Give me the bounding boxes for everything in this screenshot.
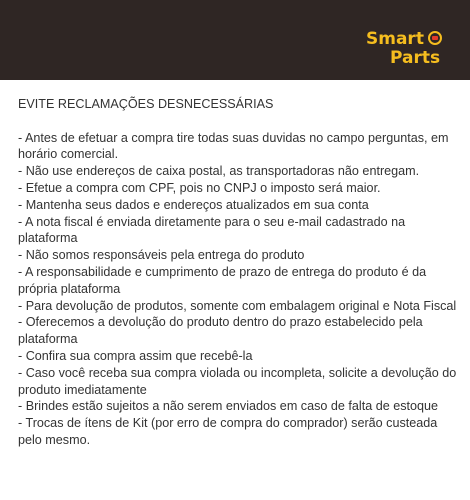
notice-item: - Não somos responsáveis pela entrega do produto (18, 248, 305, 263)
notice-item: - Brindes estão sujeitos a não serem enviados em caso de falta de estoque (18, 399, 439, 414)
notice-item: - Confira sua compra assim que recebê-la (18, 348, 253, 363)
notice-content (18, 96, 458, 449)
notice-item: - Trocas de ítens de Kit (por erro de compra do comprador) serão custeada pelo mesmo. (18, 416, 438, 447)
notice-list (18, 130, 458, 449)
notice-item: - Não use endereços de caixa postal, as transportadoras não entregam. (18, 164, 420, 179)
notice-item: - A nota fiscal é enviada diretamente para o seu e-mail cadastrado na plataforma (18, 214, 406, 246)
logo-text-parts: Parts (390, 48, 441, 68)
header-banner (0, 0, 470, 80)
notice-item: - Efetue a compra com CPF, pois no CNPJ o imposto será maior. (18, 180, 381, 195)
notice-item: - Mantenha seus dados e endereços atualizados em sua conta (18, 197, 369, 212)
logo-text-smart: Smart (366, 29, 424, 49)
notice-item: - Para devolução de produtos, somente com embalagem original e Nota Fiscal (18, 298, 457, 313)
notice-item: - Caso você receba sua compra violada ou incompleta, solicite a devolução do produto imediatamente (18, 365, 457, 397)
notice-item: - Oferecemos a devolução do produto dentro do prazo estabelecido pela plataforma (18, 315, 423, 347)
badge-icon (428, 31, 442, 45)
brand-logo (366, 29, 454, 73)
notice-item: - A responsabilidade e cumprimento de prazo de entrega do produto é da própria plataforma (18, 264, 427, 296)
notice-item: - Antes de efetuar a compra tire todas suas duvidas no campo perguntas, em horário comercial. (18, 130, 449, 162)
notice-title: EVITE RECLAMAÇÕES DESNECESSÁRIAS (18, 97, 274, 111)
